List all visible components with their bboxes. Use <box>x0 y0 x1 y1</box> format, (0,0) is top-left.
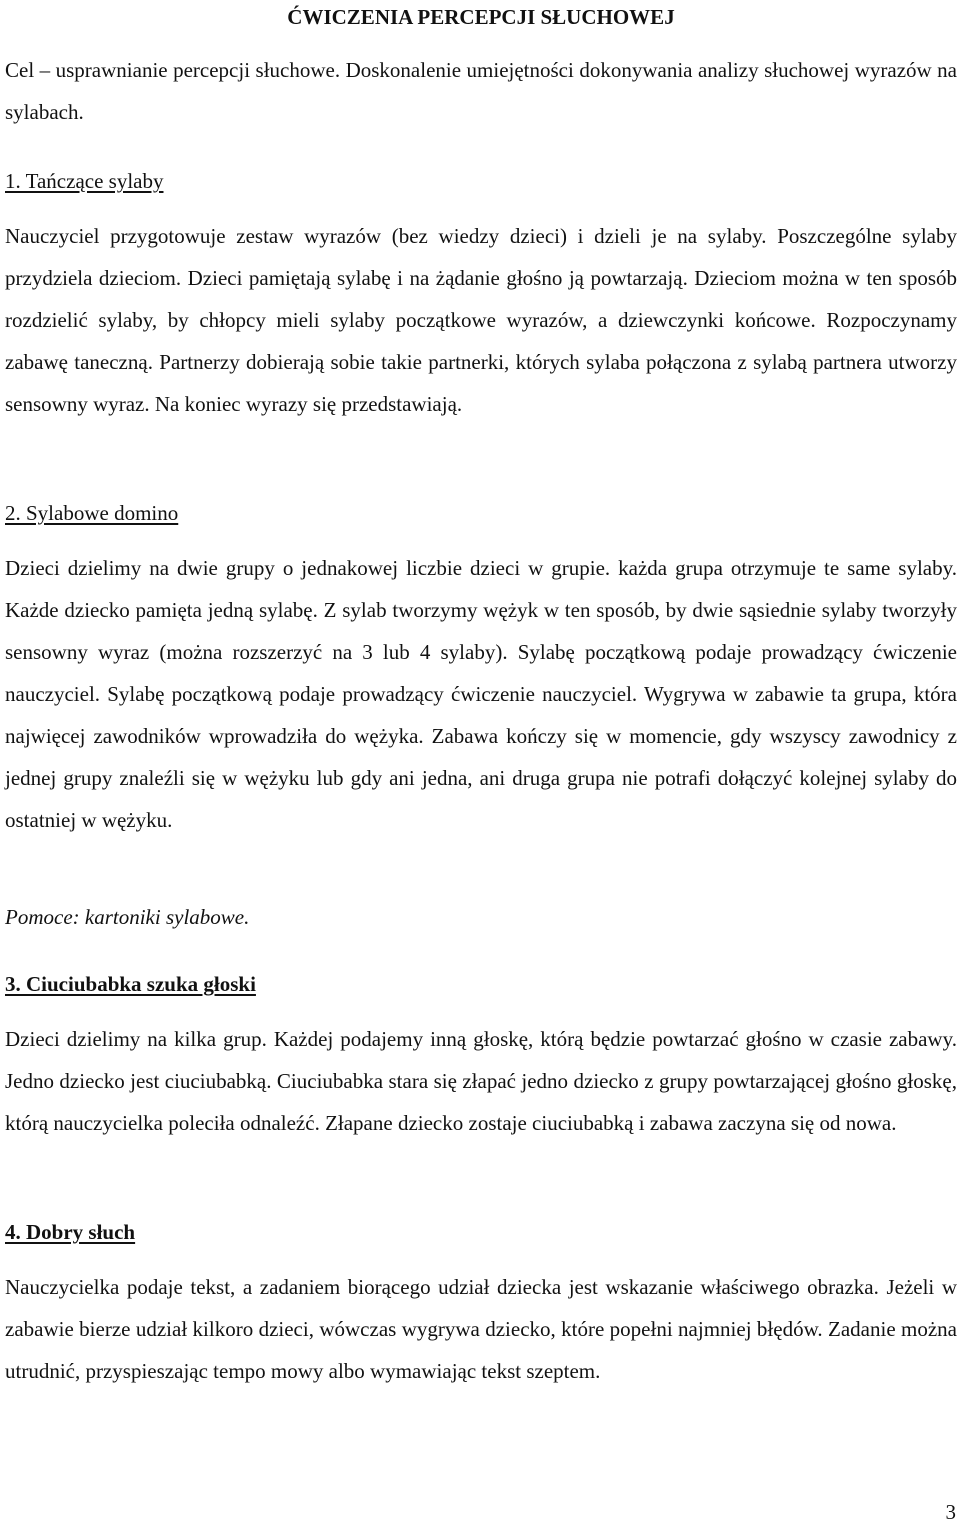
section-3-body: Dzieci dzielimy na kilka grup. Każdej podajemy inną głoskę, którą będzie powtarzać głośno w czasie zabawy. Jedno dziecko jest ciuciubabką. Ciuciubabka stara się złapać jedno dziecko z grupy powtarzającej głośno głoskę, którą nauczycielka poleciła odnaleźć. Złapane dziecko zostaje ciuciubabką i zabawa zaczyna się od nowa. <box>5 1027 957 1135</box>
section-2-body: Dzieci dzielimy na dwie grupy o jednakowej liczbie dzieci w grupie. każda grupa otrzymuje te same sylaby. Każde dziecko pamięta jedną sylabę. Z sylab tworzymy wężyk w ten sposób, by dwie sąsiednie sylaby tworzyły sensowny wyraz (można rozszerzyć na 3 lub 4 sylaby). Sylabę początkową podaje prowadzący ćwiczenie nauczyciel. Sylabę początkową podaje prowadzący ćwiczenie nauczyciel. Wygrywa w zabawie ta grupa, która najwięcej zawodników wprowadziła do wężyka. Zabawa kończy się w momencie, gdy wszyscy zawodnicy z jednej grupy znaleźli się w wężyku lub gdy ani jedna, ani druga grupa nie potrafi dołączyć kolejnej sylaby do ostatniej w wężyku. <box>5 556 957 832</box>
document-title: ĆWICZENIA PERCEPCJI SŁUCHOWEJ <box>287 5 675 29</box>
goal-paragraph: Cel – usprawnianie percepcji słuchowe. Doskonalenie umiejętności dokonywania analizy słuchowej wyrazów na sylabach. <box>5 58 957 124</box>
section-2-heading: 2. Sylabowe domino <box>5 501 179 525</box>
section-2-aids: Pomoce: kartoniki sylabowe. <box>5 905 250 929</box>
section-4-body: Nauczycielka podaje tekst, a zadaniem biorącego udział dziecka jest wskazanie właściwego obrazka. Jeżeli w zabawie bierze udział kilkoro dzieci, wówczas wygrywa dziecko, które popełni najmniej błędów. Zadanie można utrudnić, przyspieszając tempo mowy albo wymawiając tekst szeptem. <box>5 1275 957 1383</box>
section-4-heading: 4. Dobry słuch <box>5 1220 136 1244</box>
page-number: 3 <box>945 1500 956 1524</box>
section-1-body: Nauczyciel przygotowuje zestaw wyrazów (bez wiedzy dzieci) i dzieli je na sylaby. Poszczególne sylaby przydziela dzieciom. Dzieci pamiętają sylabę i na żądanie głośno ją powtarzają. Dzieciom można w ten sposób rozdzielić sylaby, by chłopcy mieli sylaby początkowe wyrazów, a dziewczynki końcowe. Rozpoczynamy zabawę taneczną. Partnerzy dobierają sobie takie partnerki, których sylaba połączona z sylabą partnera utworzy sensowny wyraz. Na koniec wyrazy się przedstawiają. <box>5 224 957 416</box>
section-1-heading: 1. Tańczące sylaby <box>5 169 164 193</box>
section-3-heading: 3. Ciuciubabka szuka głoski <box>5 972 256 996</box>
